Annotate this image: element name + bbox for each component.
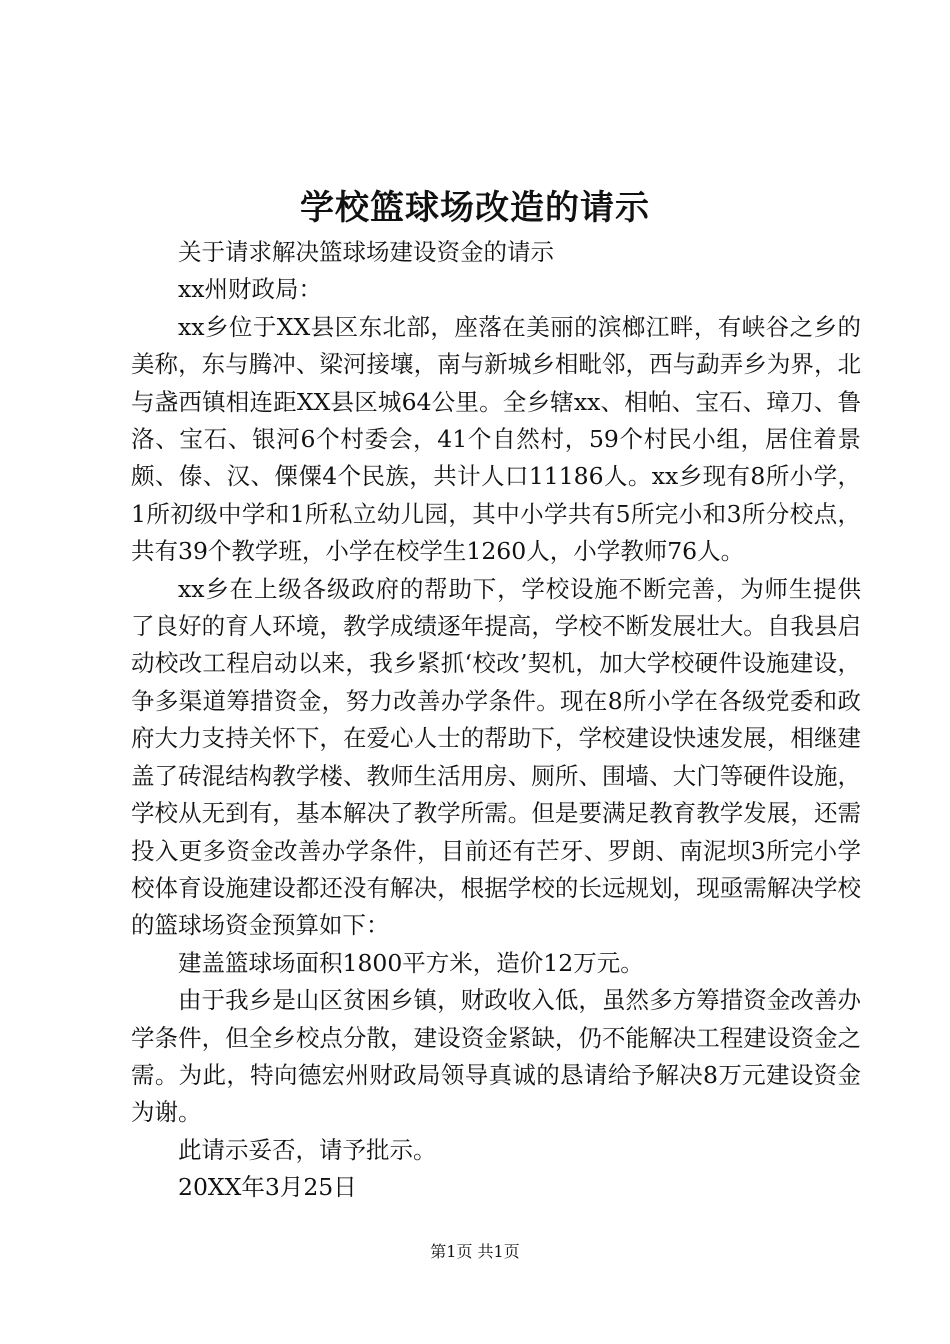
paragraph-situation: xx乡在上级各级政府的帮助下，学校设施不断完善，为师生提供了良好的育人环境，教学成绩逐年提高，学校不断发展壮大。自我县启动校改工程启动以来，我乡紧抓‘校改’契机，加大学校硬件设施建设，争多渠道筹措资金，努力改善办学条件。现在8所小学在各级党委和政府大力支持关怀下，在爱心人士的帮助下，学校建设快速发展，相继建盖了砖混结构教学楼、教师生活用房、厕所、围墙、大门等硬件设施，学校从无到有，基本解决了教学所需。但是要满足教育教学发展，还需投入更多资金改善办学条件，目前还有芒牙、罗朗、南泥坝3所完小学校体育设施建设都还没有解决，根据学校的长远规划，现亟需解决学校的篮球场资金预算如下： (131, 574, 861, 940)
paragraph-addressee: xx州财政局： (178, 275, 323, 304)
document-body (131, 234, 861, 1207)
paragraph-date: 20XX年3月25日 (178, 1173, 357, 1202)
paragraph-background: xx乡位于XX县区东北部，座落在美丽的滨榔江畔，有峡谷之乡的美称，东与腾冲、梁河接壤，南与新城乡相毗邻，西与勐弄乡为界，北与盏西镇相连距XX县区城64公里。全乡辖xx、相帕、宝石、璋刀、鲁洛、宝石、银河6个村委会，41个自然村，59个村民小组，居住着景颇、傣、汉、傈僳4个民族，共计人口11186人。xx乡现有8所小学，1所初级中学和1所私立幼儿园，其中小学共有5所完小和3所分校点，共有39个教学班，小学在校学生1260人，小学教师76人。 (131, 312, 861, 566)
paragraph-request: 由于我乡是山区贫困乡镇，财政收入低，虽然多方筹措资金改善办学条件，但全乡校点分散，建设资金紧缺，仍不能解决工程建设资金之需。为此，特向德宏州财政局领导真诚的恳请给予解决8万元建设资金为谢。 (131, 986, 861, 1127)
paragraph-budget: 建盖篮球场面积1800平方米，造价12万元。 (178, 948, 644, 977)
paragraph-closing: 此请示妥否，请予批示。 (178, 1135, 437, 1164)
page-footer: 第1页 共1页 (430, 1242, 520, 1261)
paragraph-subject: 关于请求解决篮球场建设资金的请示 (178, 238, 554, 266)
document-title: 学校篮球场改造的请示 (300, 188, 650, 228)
